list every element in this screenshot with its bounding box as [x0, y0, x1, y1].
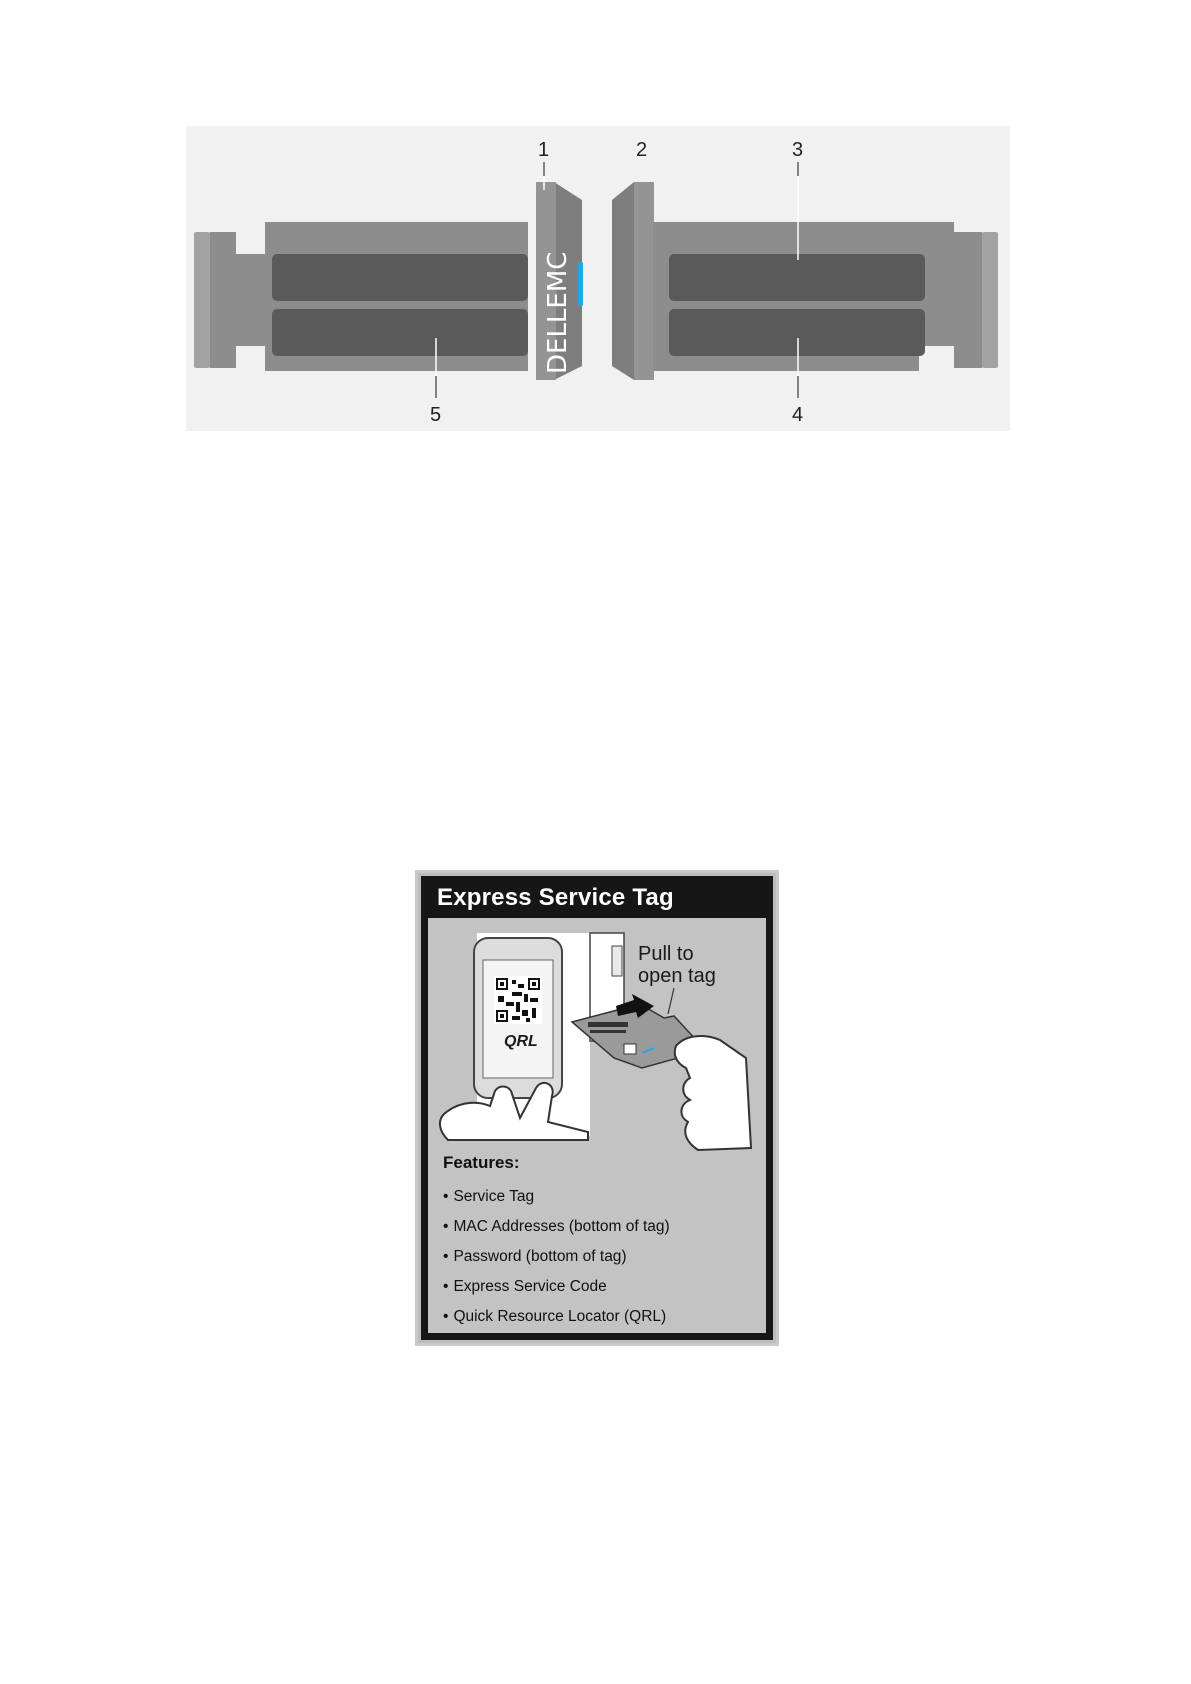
- qr-code-icon: [494, 976, 542, 1024]
- pull-tag-illustration: [428, 918, 771, 1178]
- service-tag-title: Express Service Tag: [437, 884, 674, 911]
- list-item: • Express Service Code: [443, 1272, 670, 1302]
- qrl-label: QRL: [504, 1033, 538, 1050]
- list-item: • Quick Resource Locator (QRL): [443, 1302, 670, 1332]
- status-led: [578, 262, 583, 306]
- list-item: • MAC Addresses (bottom of tag): [443, 1212, 670, 1242]
- drive-blank-slot: [669, 309, 925, 356]
- callout-2: 2: [636, 139, 648, 161]
- drive-blank-slot: [272, 254, 528, 301]
- drive-blank-slot: [272, 309, 528, 356]
- pull-tag-instruction-line2: open tag: [638, 965, 716, 987]
- callout-1: 1: [538, 139, 550, 161]
- service-tag-frame: [421, 876, 773, 1340]
- features-title: Features:: [443, 1153, 520, 1172]
- callout-3: 3: [792, 139, 804, 161]
- callout-5: 5: [430, 404, 442, 426]
- hand-pulling-tag: [675, 1036, 751, 1150]
- front-panel-figure: [180, 126, 1010, 431]
- phone-icon: [474, 938, 562, 1098]
- list-item: • Password (bottom of tag): [443, 1242, 670, 1272]
- pull-tag-instruction-line1: Pull to: [638, 943, 694, 965]
- drive-blank-slot: [669, 254, 925, 301]
- features-list: [443, 1182, 670, 1332]
- dell-emc-logo: DELLEMC: [543, 251, 573, 374]
- express-service-tag-card: [415, 870, 779, 1346]
- service-tag-body: [428, 918, 766, 1333]
- list-item: • Service Tag: [443, 1182, 670, 1212]
- callout-4: 4: [792, 404, 804, 426]
